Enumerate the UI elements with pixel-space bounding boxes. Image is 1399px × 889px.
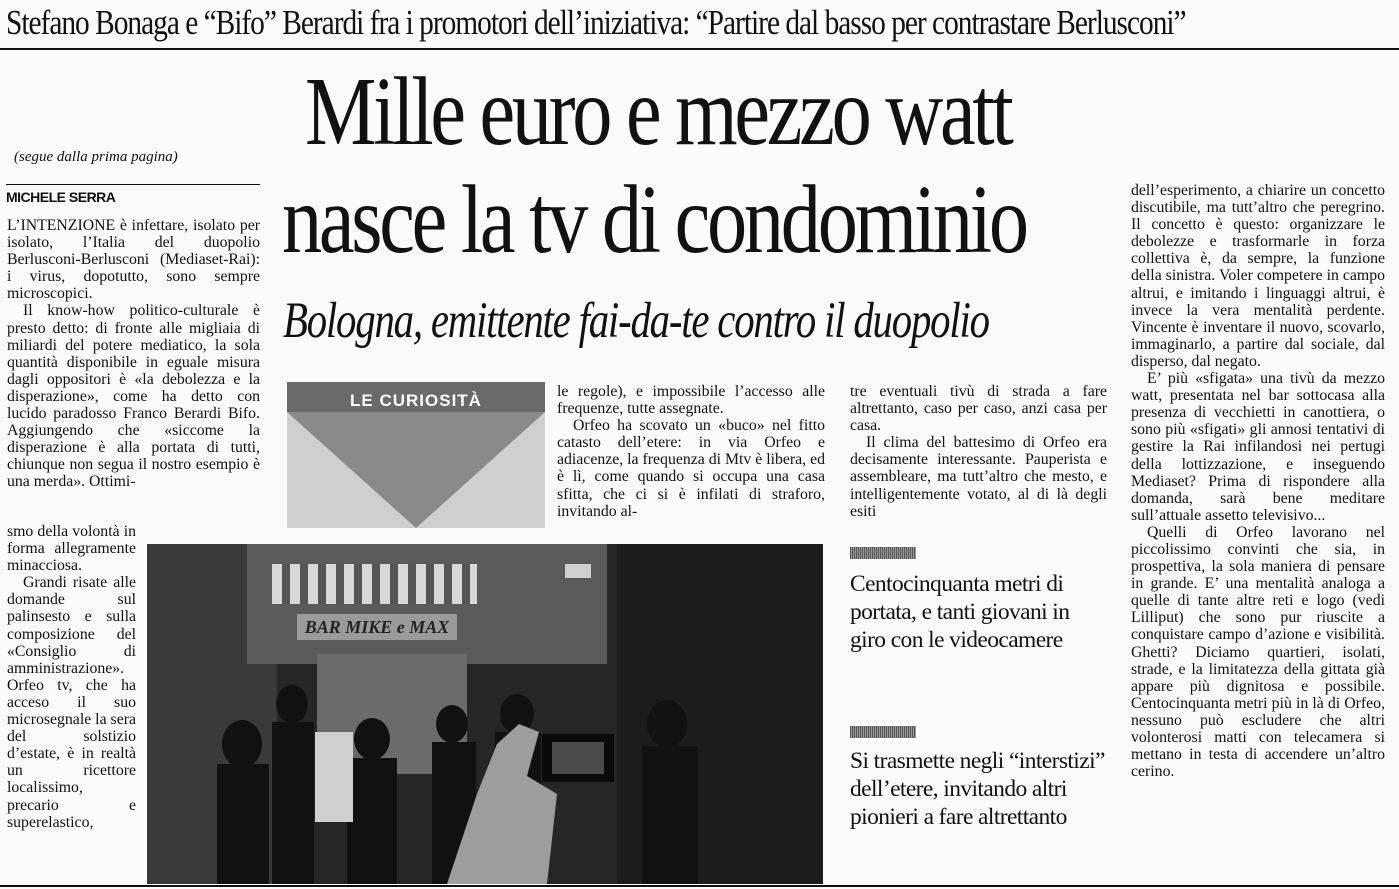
- bar-sign-text: BAR MIKE e MAX: [304, 617, 450, 637]
- headline-line-1: Mille euro e mezzo watt: [305, 58, 1011, 166]
- bar-scene-photo: [147, 544, 823, 884]
- headline-line-2: nasce la tv di condominio: [282, 166, 1026, 274]
- pullquote-1-bar: [850, 547, 916, 559]
- top-rule: [0, 48, 1399, 50]
- byline: MICHELE SERRA: [6, 189, 116, 205]
- paragraph: L’INTENZIONE è infettare, isolato per isolato, l’Italia del duopolio Berlusconi-Berlusconi (Mediaset-Rai): i virus, dopotutto, sono sempre microscopici.: [7, 217, 260, 303]
- paragraph: smo della volontà in forma allegramente minacciosa.: [7, 523, 136, 575]
- paragraph: le regole), e impossibile l’accesso alle frequenze, tutte assegnate.: [557, 383, 825, 418]
- bottom-rule: [0, 885, 1399, 887]
- pullquote-2-bar: [850, 726, 916, 738]
- byline-rule: [6, 184, 260, 185]
- column-4: [1131, 182, 1385, 780]
- photo: [147, 544, 823, 884]
- column-1: [7, 217, 260, 491]
- deck: Bologna, emittente fai-da-te contro il duopolio: [283, 293, 989, 349]
- box-label: LE CURIOSITÀ: [350, 391, 482, 410]
- paragraph: Orfeo ha scovato un «buco» nel fitto catasto dell’etere: in via Orfeo e adiacenze, la frequenza di Mtv è libera, ed è lì, come quando si occupa una casa sfitta, che ci si è infilati di straforo, invitando al-: [557, 417, 825, 520]
- pullquote-2: Si trasmette negli “interstizi” dell’etere, invitando altri pionieri a fare altrettanto: [850, 748, 1105, 830]
- paragraph: E’ più «sfigata» una tivù da mezzo watt, presentata nel bar sottocasa alla presenza di vecchietti in canottiera, o sono più «sfigati» gli annosi tentativi di gestire la Rai infilandosi nei pertugi della lottizzazione, e inseguendo Mediaset? Prima di rispondere alla domanda, sarà bene meditare sull’attuale assetto televisivo...: [1131, 370, 1385, 524]
- paragraph: Grandi risate alle domande sul palinsesto e sulla composizione del «Consiglio di amministrazione». Orfeo tv, che ha acceso il suo microsegnale la sera del solstizio d’estate, è in realtà un ricettore localissimo, precario e superelastico,: [7, 574, 136, 831]
- paragraph: Il clima del battesimo di Orfeo era decisamente interessante. Pauperista e assembleare, ma tutt’altro che mesto, e intelligentemente votato, al di là degli esiti: [850, 434, 1107, 520]
- paragraph: dell’esperimento, a chiarire un concetto discutibile, ma tutt’altro che peregrino. Il concetto è questo: organizzare le debolezze e trasformarle in forza collettiva è, da sempre, la funzione della sinistra. Voler competere in campo altrui, e imitando i linguaggi altrui, è invece la vera mentalità perdente. Vincente è inventare il nuovo, scovarlo, immaginarlo, a partire dal sociale, dal disperso, dal negato.: [1131, 182, 1385, 370]
- kicker: Stefano Bonaga e “Bifo” Berardi fra i promotori dell’iniziativa: “Partire dal basso per contrastare Berlusconi”: [6, 3, 1186, 42]
- paragraph: tre eventuali tivù di strada a fare altrettanto, caso per caso, anzi casa per casa.: [850, 383, 1107, 435]
- segue-note: (segue dalla prima pagina): [14, 149, 178, 165]
- paragraph: Quelli di Orfeo lavorano nel piccolissimo convinti che sia, in prospettiva, la sola maniera di pensare in grande. E’ una mentalità analoga a quelle di tante altre reti e logo (vedi Lilliput) che sono pur riuscite a conquistare campo d’azione e visibilità. Ghetti? Diciamo quartieri, isolati, strade, e la limitatezza della gittata già appare più dignitosa e possibile. Centocinquanta metri più in là di Orfeo, nessuno può escludere che altri volonterosi matti con telecamera si mettano in testa di accendere un’altro cerino.: [1131, 523, 1385, 781]
- column-2: [557, 383, 825, 520]
- curiosita-box: [287, 382, 545, 528]
- column-1-continued: [7, 523, 136, 831]
- pullquote-1: Centocinquanta metri di portata, e tanti giovani in giro con le videocamere: [850, 571, 1070, 653]
- paragraph: Il know-how politico-culturale è presto detto: di fronte alle migliaia di miliardi del potere mediatico, la sola quantità disponibile in eguale misura dagli oppositori è «la debolezza e la disperazione», come ha detto con lucido paradosso Franco Berardi Bifo. Aggiungendo che «siccome la disperazione è alla portata di tutti, chiunque non segua il nostro esempio è una merda». Ottimi-: [7, 302, 260, 491]
- column-3: [850, 383, 1107, 520]
